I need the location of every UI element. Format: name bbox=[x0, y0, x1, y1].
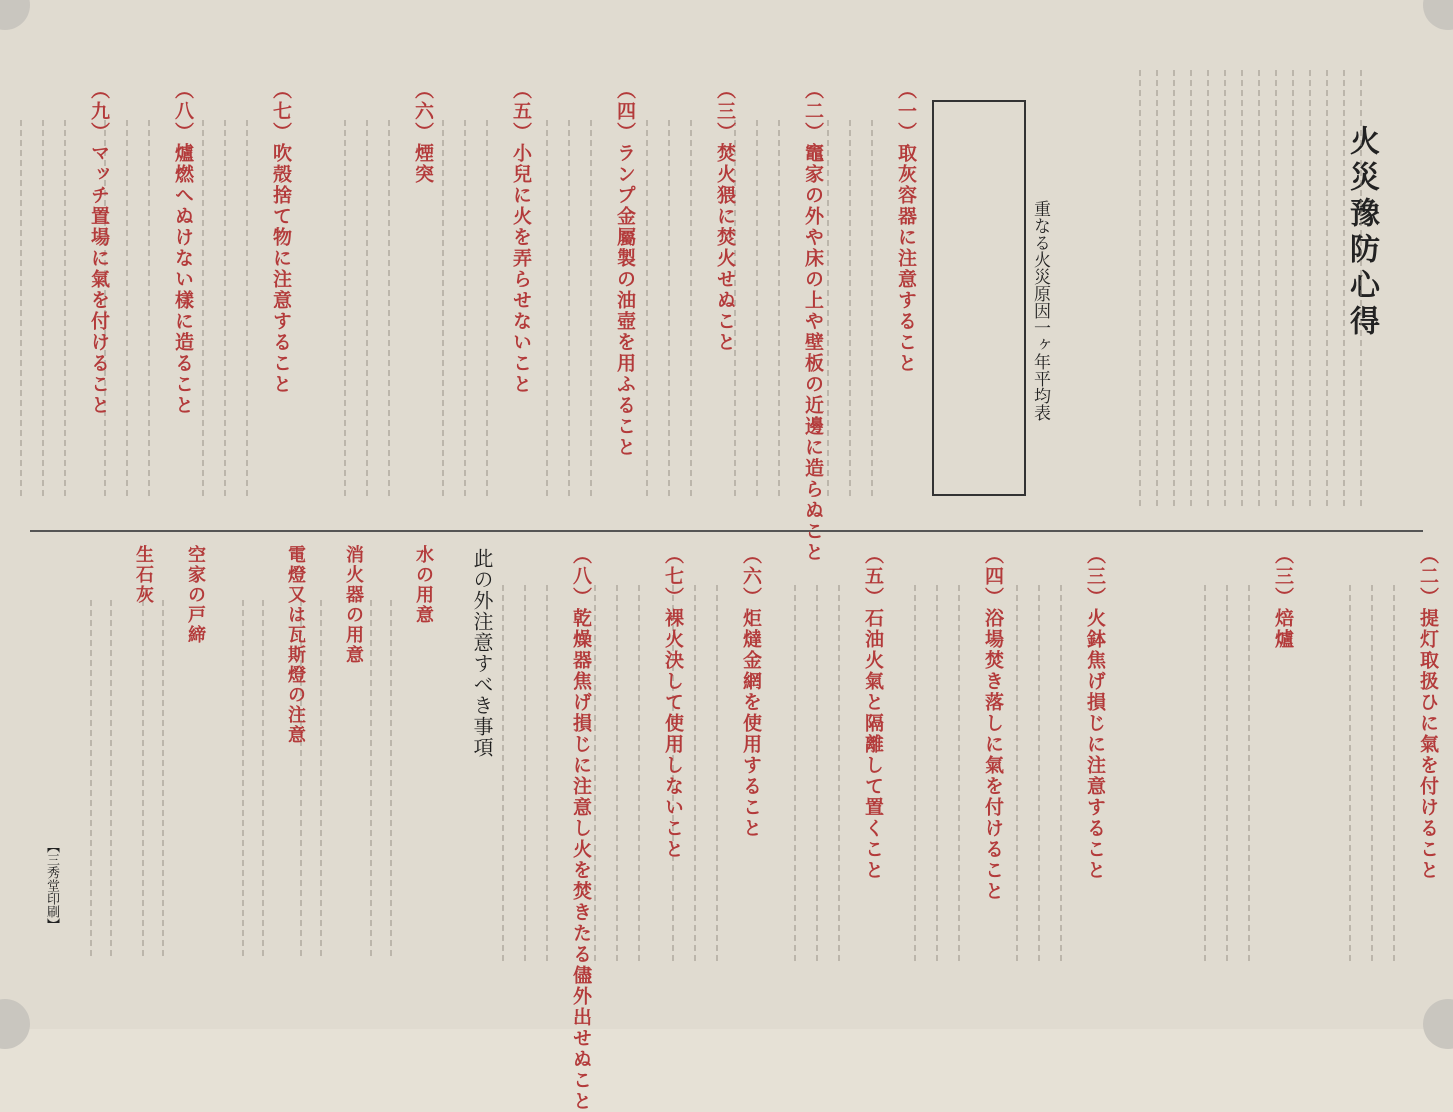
body-text-column bbox=[690, 120, 692, 500]
body-text-column bbox=[64, 120, 66, 500]
body-text-column bbox=[390, 600, 392, 960]
body-text-column bbox=[202, 120, 204, 500]
intro-text-column bbox=[1190, 70, 1192, 510]
intro-text-column bbox=[1326, 70, 1328, 510]
body-text-column bbox=[224, 120, 226, 500]
body-text-column bbox=[262, 600, 264, 960]
lower-heading: （二）提灯取扱ひに氣を付けること bbox=[1417, 545, 1439, 881]
body-text-column bbox=[568, 120, 570, 500]
body-text-column bbox=[502, 585, 504, 965]
body-text-column bbox=[694, 585, 696, 965]
extra-item-heading: 消火器の用意 bbox=[343, 545, 364, 665]
body-text-column bbox=[370, 600, 372, 960]
body-text-column bbox=[936, 585, 938, 965]
body-text-column bbox=[1393, 585, 1395, 965]
lower-heading: （五）石油火氣と隔離して置くこと bbox=[862, 545, 884, 881]
body-text-column bbox=[756, 120, 758, 500]
intro-text-column bbox=[1275, 70, 1277, 510]
body-text-column bbox=[838, 585, 840, 965]
lower-heading: （八）乾燥器焦げ損じに注意し火を焚きたる儘外出せぬこと bbox=[570, 545, 592, 1112]
body-text-column bbox=[1371, 585, 1373, 965]
body-text-column bbox=[546, 585, 548, 965]
intro-text-column bbox=[1156, 70, 1158, 510]
body-text-column bbox=[958, 585, 960, 965]
body-text-column bbox=[616, 585, 618, 965]
body-text-column bbox=[668, 120, 670, 500]
section-divider bbox=[30, 530, 1423, 532]
statistics-table bbox=[932, 100, 1026, 496]
lower-heading: （三）焙爐 bbox=[1272, 545, 1294, 650]
body-text-column bbox=[1016, 585, 1018, 965]
body-text-column bbox=[20, 120, 22, 500]
body-text-column bbox=[320, 600, 322, 960]
body-text-column bbox=[162, 600, 164, 960]
body-text-column bbox=[110, 600, 112, 960]
intro-text-column bbox=[1343, 70, 1345, 510]
upper-heading: （六）煙突 bbox=[412, 80, 434, 185]
body-text-column bbox=[126, 120, 128, 500]
body-text-column bbox=[442, 120, 444, 500]
intro-text-column bbox=[1224, 70, 1226, 510]
intro-text-column bbox=[1207, 70, 1209, 510]
body-text-column bbox=[90, 600, 92, 960]
extra-item-heading: 電燈又は瓦斯燈の注意 bbox=[285, 545, 306, 745]
poster-title: 火災豫防心得 bbox=[1344, 125, 1379, 341]
intro-text-column bbox=[1258, 70, 1260, 510]
pin-hole bbox=[0, 0, 30, 30]
upper-heading: （八）爐燃へぬけない樣に造ること bbox=[172, 80, 194, 416]
body-text-column bbox=[524, 585, 526, 965]
pin-hole bbox=[0, 999, 30, 1049]
intro-text-column bbox=[1139, 70, 1141, 510]
body-text-column bbox=[638, 585, 640, 965]
body-text-column bbox=[914, 585, 916, 965]
body-text-column bbox=[827, 120, 829, 500]
upper-heading: （一）取灰容器に注意すること bbox=[895, 80, 917, 374]
upper-heading: （九）マッチ置場に氣を付けること bbox=[88, 80, 110, 416]
table-title: 重なる火災原因一ヶ年平均表 bbox=[1030, 200, 1050, 421]
body-text-column bbox=[1038, 585, 1040, 965]
lower-heading: （四）浴場焚き落しに氣を付けること bbox=[982, 545, 1004, 902]
body-text-column bbox=[1248, 585, 1250, 965]
body-text-column bbox=[1204, 585, 1206, 965]
body-text-column bbox=[546, 120, 548, 500]
body-text-column bbox=[590, 120, 592, 500]
body-text-column bbox=[646, 120, 648, 500]
body-text-column bbox=[486, 120, 488, 500]
body-text-column bbox=[816, 585, 818, 965]
body-text-column bbox=[148, 120, 150, 500]
extra-heading: 此の外注意すべき事項 bbox=[470, 548, 494, 758]
body-text-column bbox=[716, 585, 718, 965]
lower-heading: （六）炬燵金網を使用すること bbox=[740, 545, 762, 839]
extra-item-heading: 生石灰 bbox=[133, 545, 154, 605]
upper-heading: （三）焚火猥に焚火せぬこと bbox=[714, 80, 736, 353]
pin-hole bbox=[1423, 0, 1453, 30]
intro-text-column bbox=[1241, 70, 1243, 510]
intro-text-column bbox=[1309, 70, 1311, 510]
intro-text-column bbox=[1173, 70, 1175, 510]
upper-heading: （七）吹殻捨て物に注意すること bbox=[270, 80, 292, 395]
upper-heading: （二）竈家の外や床の上や壁板の近邊に造らぬこと bbox=[802, 80, 824, 563]
body-text-column bbox=[1060, 585, 1062, 965]
lower-heading: （三）火鉢焦げ損じに注意すること bbox=[1084, 545, 1106, 881]
body-text-column bbox=[1349, 585, 1351, 965]
body-text-column bbox=[778, 120, 780, 500]
body-text-column bbox=[388, 120, 390, 500]
body-text-column bbox=[42, 120, 44, 500]
body-text-column bbox=[242, 600, 244, 960]
body-text-column bbox=[464, 120, 466, 500]
intro-text-column bbox=[1292, 70, 1294, 510]
body-text-column bbox=[142, 600, 144, 960]
upper-heading: （五）小兒に火を弄らせないこと bbox=[510, 80, 532, 395]
body-text-column bbox=[246, 120, 248, 500]
pin-hole bbox=[1423, 999, 1453, 1049]
intro-text-column bbox=[1360, 70, 1362, 510]
extra-item-heading: 水の用意 bbox=[413, 545, 434, 625]
body-text-column bbox=[849, 120, 851, 500]
extra-item-heading: 空家の戸締 bbox=[185, 545, 206, 645]
body-text-column bbox=[344, 120, 346, 500]
upper-heading: （四）ランプ金屬製の油壺を用ふること bbox=[614, 80, 636, 458]
lower-heading: （七）裸火決して使用しないこと bbox=[662, 545, 684, 860]
body-text-column bbox=[794, 585, 796, 965]
body-text-column bbox=[366, 120, 368, 500]
body-text-column bbox=[871, 120, 873, 500]
printer-stamp: 【三秀堂印刷】 bbox=[44, 840, 59, 931]
body-text-column bbox=[1226, 585, 1228, 965]
